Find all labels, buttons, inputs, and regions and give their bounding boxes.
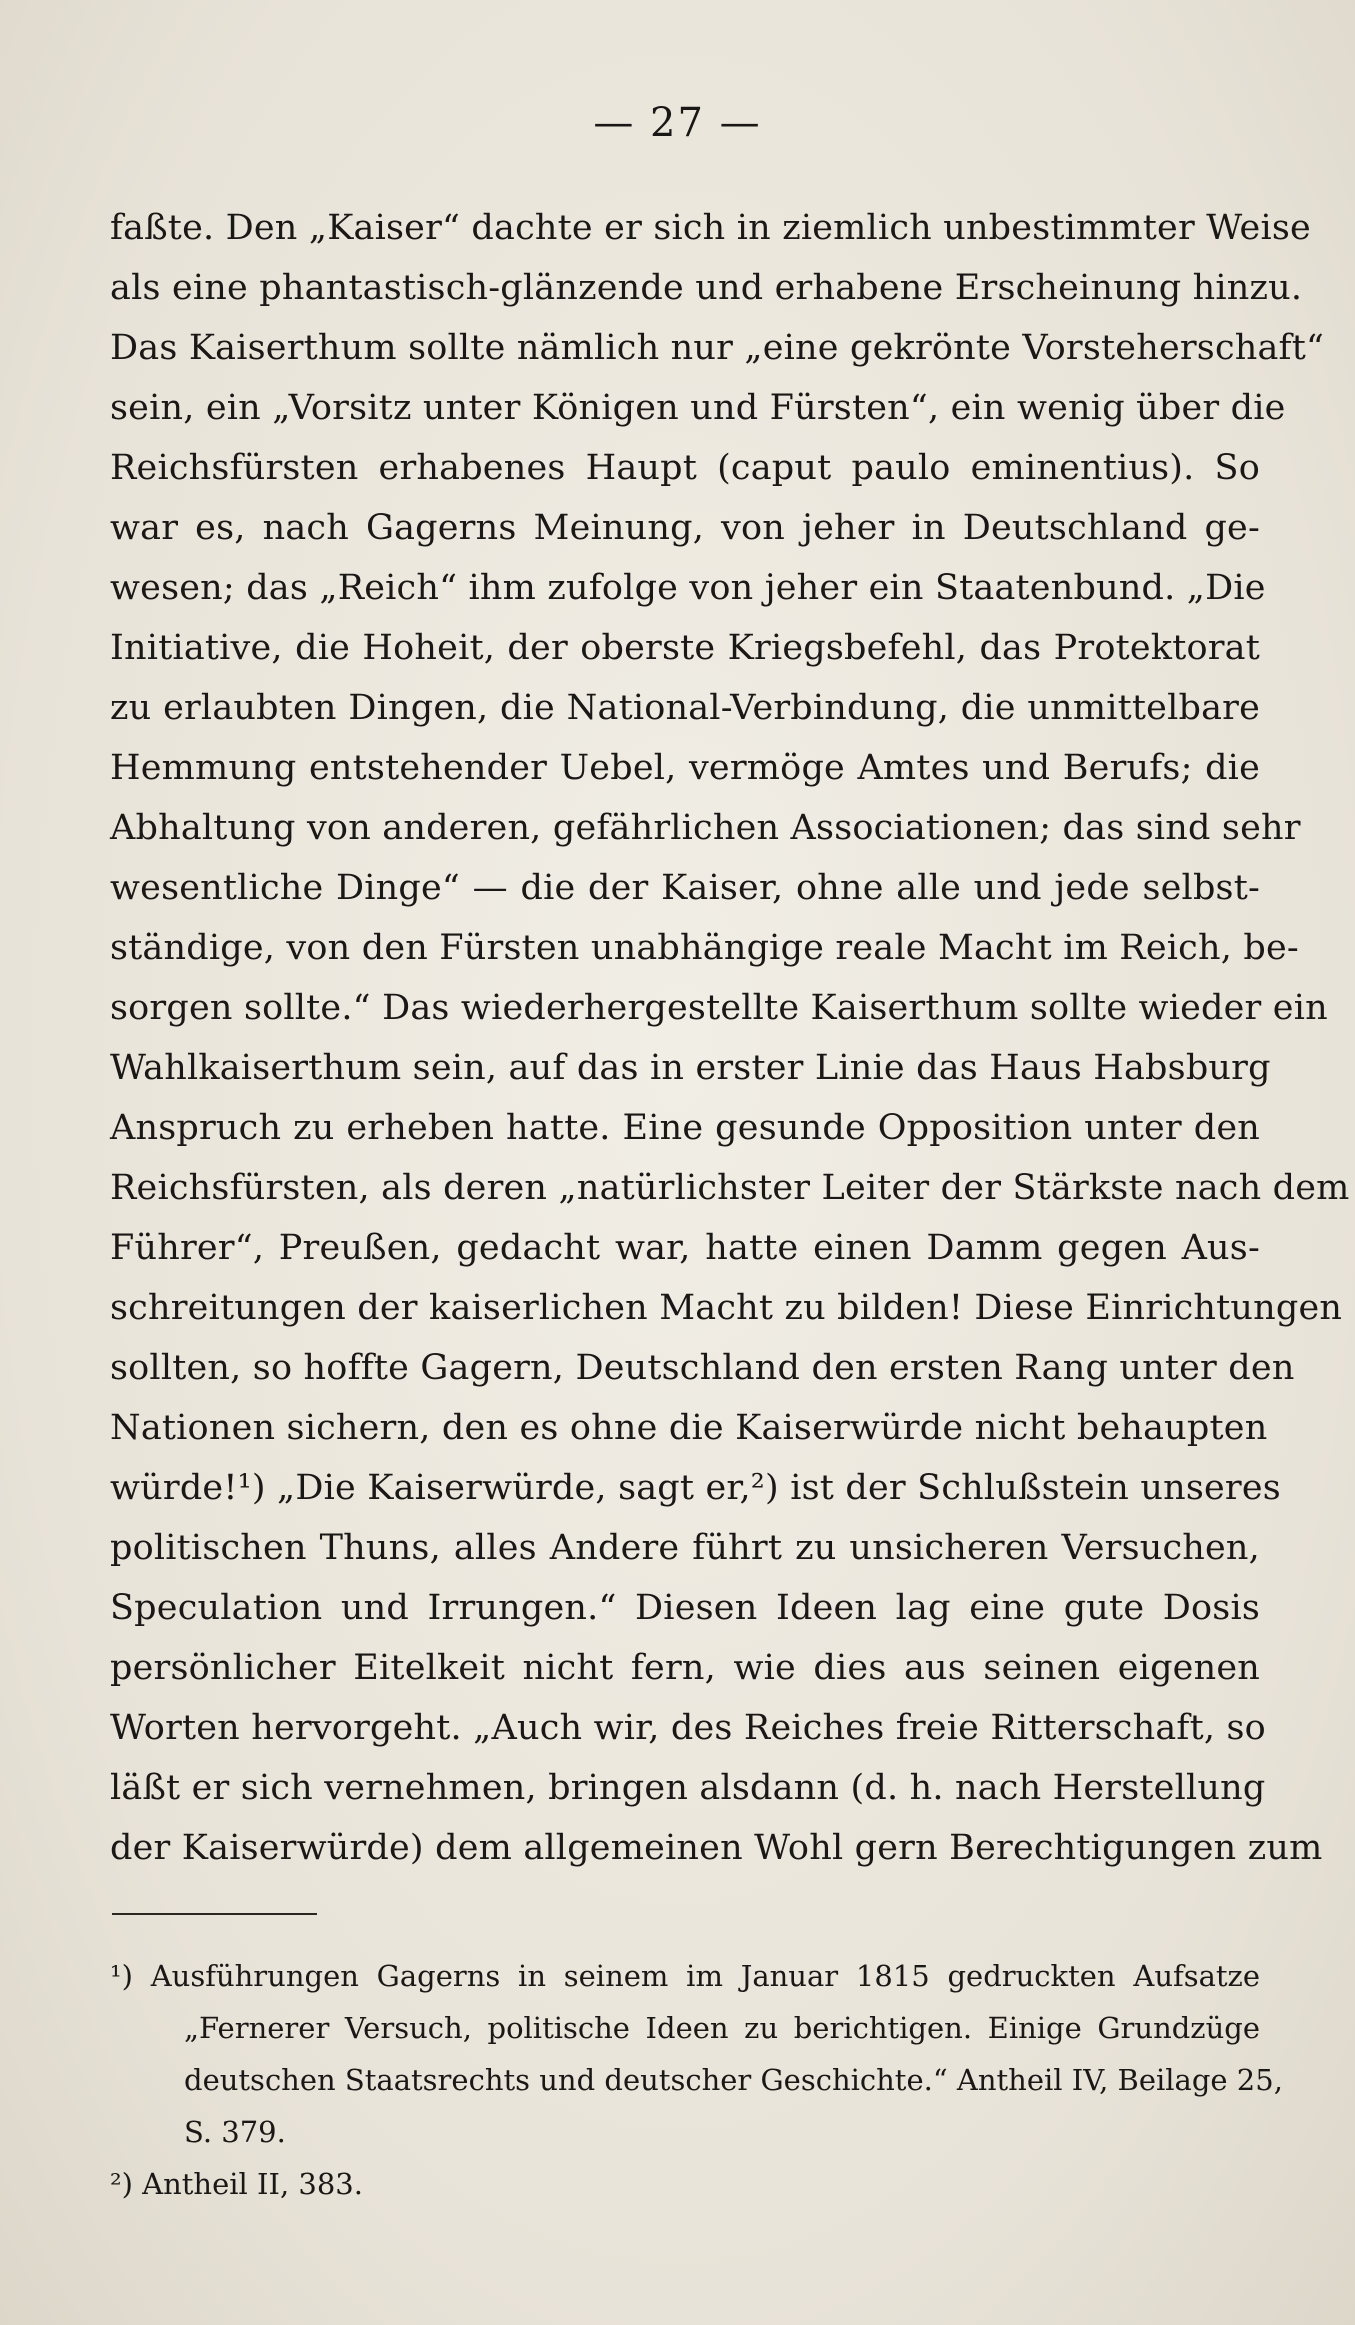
text-line: sein, ein „Vorsitz unter Königen und Fürsten“, ein wenig über die bbox=[110, 388, 1286, 428]
text-line: wesentliche Dinge“ — die der Kaiser, ohne alle und jede selbst- bbox=[110, 868, 1260, 908]
text-line: sorgen sollte.“ Das wiederhergestellte Kaiserthum sollte wieder ein bbox=[110, 988, 1328, 1028]
text-line: läßt er sich vernehmen, bringen alsdann (d. h. nach Herstellung bbox=[110, 1768, 1266, 1808]
footnote-1-line-2: „Fernerer Versuch, politische Ideen zu berichtigen. Einige Grundzüge bbox=[184, 2011, 1260, 2045]
text-line: Reichsfürsten erhabenes Haupt (caput paulo eminentius). So bbox=[110, 448, 1260, 488]
text-line: der Kaiserwürde) dem allgemeinen Wohl gern Berechtigungen zum bbox=[110, 1828, 1323, 1868]
footnote-divider bbox=[112, 1913, 317, 1915]
text-line: Nationen sichern, den es ohne die Kaiserwürde nicht behaupten bbox=[110, 1408, 1268, 1448]
footnote-1-line-3: deutschen Staatsrechts und deutscher Geschichte.“ Antheil IV, Beilage 25, bbox=[184, 2063, 1283, 2097]
footnote-2: ²) Antheil II, 383. bbox=[110, 2167, 363, 2201]
page-number: — 27 — bbox=[593, 100, 762, 146]
footnote-1-line-1: ¹) Ausführungen Gagerns in seinem im Januar 1815 gedruckten Aufsatze bbox=[110, 1959, 1260, 1993]
text-line: Worten hervorgeht. „Auch wir, des Reiches freie Ritterschaft, so bbox=[110, 1708, 1266, 1748]
text-line: würde!¹) „Die Kaiserwürde, sagt er,²) ist der Schlußstein unseres bbox=[110, 1468, 1281, 1508]
text-line: sollten, so hoffte Gagern, Deutschland den ersten Rang unter den bbox=[110, 1348, 1295, 1388]
text-line: Anspruch zu erheben hatte. Eine gesunde Opposition unter den bbox=[110, 1108, 1260, 1148]
text-line: ständige, von den Fürsten unabhängige reale Macht im Reich, be- bbox=[110, 928, 1299, 968]
footnotes bbox=[110, 1950, 1283, 2210]
text-line: faßte. Den „Kaiser“ dachte er sich in ziemlich unbestimmter Weise bbox=[110, 208, 1311, 248]
text-line: wesen; das „Reich“ ihm zufolge von jeher ein Staatenbund. „Die bbox=[110, 568, 1266, 608]
text-line: als eine phantastisch-glänzende und erhabene Erscheinung hinzu. bbox=[110, 268, 1303, 308]
text-line: Speculation und Irrungen.“ Diesen Ideen lag eine gute Dosis bbox=[110, 1588, 1260, 1628]
text-line: zu erlaubten Dingen, die National-Verbindung, die unmittelbare bbox=[110, 688, 1260, 728]
text-line: Abhaltung von anderen, gefährlichen Associationen; das sind sehr bbox=[110, 808, 1301, 848]
text-line: Führer“, Preußen, gedacht war, hatte einen Damm gegen Aus- bbox=[110, 1228, 1260, 1268]
text-line: politischen Thuns, alles Andere führt zu unsicheren Versuchen, bbox=[110, 1528, 1260, 1568]
text-line: schreitungen der kaiserlichen Macht zu bilden! Diese Einrichtungen bbox=[110, 1288, 1343, 1328]
text-line: persönlicher Eitelkeit nicht fern, wie dies aus seinen eigenen bbox=[110, 1648, 1260, 1688]
text-line: Reichsfürsten, als deren „natürlichster Leiter der Stärkste nach dem bbox=[110, 1168, 1350, 1208]
text-line: war es, nach Gagerns Meinung, von jeher in Deutschland ge- bbox=[110, 508, 1260, 548]
text-line: Hemmung entstehender Uebel, vermöge Amtes und Berufs; die bbox=[110, 748, 1260, 788]
text-line: Das Kaiserthum sollte nämlich nur „eine gekrönte Vorsteherschaft“ bbox=[110, 328, 1325, 368]
text-line: Wahlkaiserthum sein, auf das in erster Linie das Haus Habsburg bbox=[110, 1048, 1271, 1088]
footnote-1-line-4: S. 379. bbox=[184, 2115, 286, 2149]
text-line: Initiative, die Hoheit, der oberste Kriegsbefehl, das Protektorat bbox=[110, 628, 1260, 668]
body-text bbox=[110, 198, 1350, 1878]
